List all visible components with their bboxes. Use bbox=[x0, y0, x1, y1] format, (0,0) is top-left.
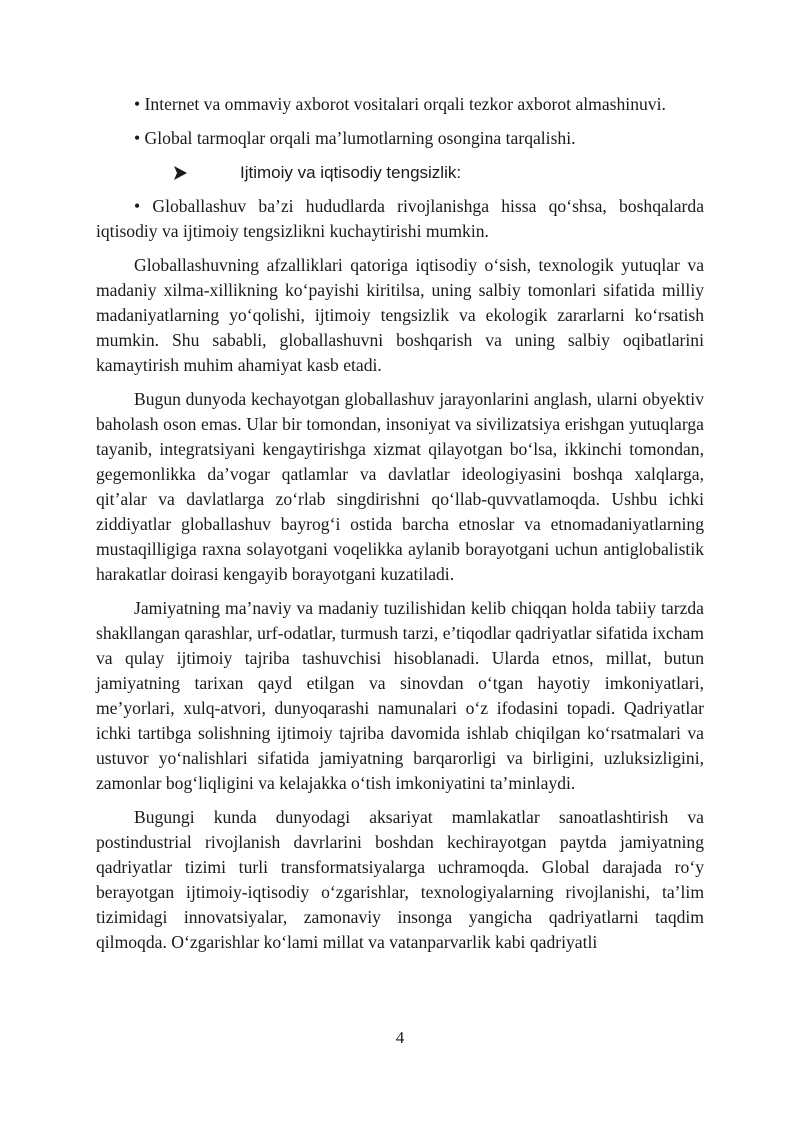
arrow-heading bbox=[96, 160, 704, 185]
bullet-item-internet: • Internet va ommaviy axborot vositalari orqali tezkor axborot almashinuvi. bbox=[134, 94, 666, 114]
bullet-item-global-networks: • Global tarmoqlar orqali ma’lumotlarning osongina tarqalishi. bbox=[134, 128, 576, 148]
paragraph-transformations: Bugungi kunda dunyodagi aksariyat mamlakatlar sanoatlashtirish va postindustrial rivojlanish davrlarini boshdan kechirayotgan paytda jamiyatning qadriyatlar tizimi turli transformatsiyalarga uchramoqda. Global darajada ro‘y berayotgan ijtimoiy-iqtisodiy o‘zgarishlar, texnologiyalarning rivojlanishi, ta’lim tizimidagi innovatsiyalar, zamonaviy insonga yangicha qadriyatlarni taqdim qilmoqda. O‘zgarishlar ko‘lami millat va vatanparvarlik kabi qadriyatli bbox=[96, 807, 704, 952]
bullet-paragraph-inequality: • Globallashuv ba’zi hududlarda rivojlanishga hissa qo‘shsa, boshqalarda iqtisodiy va ijtimoiy tengsizlikni kuchaytirishi mumkin. bbox=[96, 196, 704, 241]
paragraph-values: Jamiyatning ma’naviy va madaniy tuzilishidan kelib chiqqan holda tabiiy tarzda shakllangan qarashlar, urf-odatlar, turmush tarzi, e’tiqodlar qadriyatlar sifatida ixcham va qulay ijtimoiy tajriba tashuvchisi hisoblanadi. Ularda etnos, millat, butun jamiyatning tarixan qayd etilgan va sinovdan o‘tgan hayotiy imkoniyatlari, me’yorlari, xulq-atvori, dunyoqarashi namunalari o‘z ifodasini topadi. Qadriyatlar ichki tartibga solishning ijtimoiy tajriba davomida ishlab chiqilgan ko‘rsatmalari va ustuvor yo‘nalishlari sifatida jamiyatning barqarorligi va birligini, uzluksizligini, zamonlar bog‘liqligini va kelajakka o‘tish imkoniyatini ta’minlaydi. bbox=[96, 598, 704, 793]
arrow-heading-text: Ijtimoiy va iqtisodiy tengsizlik: bbox=[240, 163, 462, 182]
paragraph-globalization-processes: Bugun dunyoda kechayotgan globallashuv jarayonlarini anglash, ularni obyektiv baholash oson emas. Ular bir tomondan, insoniyat va sivilizatsiya erishgan yutuqlarga tayanib, integratsiyani kengaytirishga xizmat qilayotgan bo‘lsa, ikkinchi tomondan, gegemonlikka da’vogar qatlamlar va davlatlar ideologiyasini boshqa xalqlarga, qit’alar va davlatlarga zo‘rlab singdirishni qo‘llab-quvvatlamoqda. Ushbu ichki ziddiyatlar globallashuv bayrog‘i ostida barcha etnoslar va etnomadaniyatlarning mustaqilligiga raxna solayotgani voqelikka aylanib borayotgani uchun antiglobalistik harakatlar doirasi kengayib borayotgani kuzatiladi. bbox=[96, 389, 704, 584]
arrowhead-bullet-icon bbox=[174, 160, 240, 185]
paragraph-advantages: Globallashuvning afzalliklari qatoriga iqtisodiy o‘sish, texnologik yutuqlar va madaniy xilma-xillikning ko‘payishi kiritilsa, uning salbiy tomonlari sifatida milliy madaniyatlarning yo‘qolishi, ijtimoiy tengsizlik va ekologik zararlarni ko‘rsatish mumkin. Shu sababli, globallashuvni boshqarish va uning salbiy oqibatlarini kamaytirish muhim ahamiyat kasb etadi. bbox=[96, 255, 704, 375]
page-number: 4 bbox=[395, 1028, 405, 1047]
page-body bbox=[96, 92, 704, 964]
